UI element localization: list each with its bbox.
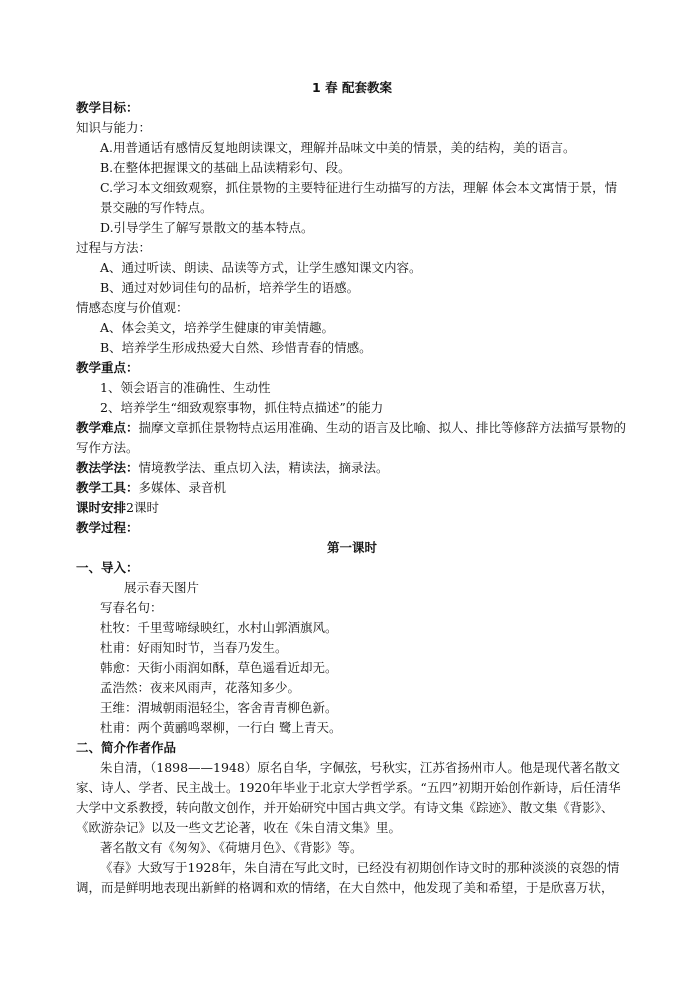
goal2-item: B、通过对妙词佳句的品析，培养学生的语感。 [100,280,360,295]
method-section [76,458,628,478]
spring-paragraph: 《春》大致写于1928年，朱自清在写此文时，已经没有初期创作诗文时的那种淡淡的哀怨的情调，而是鲜明地表现出新鲜的格调和欢的情绪，在大自然中，他发现了美和希望，于是欣喜万状， [76,860,620,895]
works-paragraph: 著名散文有《匆匆》、《荷塘月色》、《背影》等。 [100,840,363,855]
difficult-section [76,418,628,458]
goal1-item: D.引导学生了解写景散文的基本特点。 [100,220,314,235]
doc-title: 1 春 配套教案 [312,80,392,95]
heading-schedule: 课时安排 [76,500,127,515]
schedule-text: 2课时 [126,500,159,515]
poem-line: 孟浩然：夜来风雨声，花落知多少。 [100,680,301,695]
heading-goals: 教学目标： [76,100,139,115]
difficult-text: 揣摩文章抓住景物特点运用准确、生动的语言及比喻、拟人、排比等修辞方法描写景物的写作方法。 [76,420,627,455]
section2-title: 二、简介作者作品 [76,740,177,755]
goal2-label: 过程与方法： [76,240,152,255]
goal3-item: B、培养学生形成热爱大自然、珍惜青春的情感。 [100,340,372,355]
goal1-item: A.用普通话有感情反复地朗读课文，理解并品味文中美的情景，美的结构，美的语言。 [100,140,576,155]
poem-line: 杜甫：两个黄鹂鸣翠柳，一行白 鹭上青天。 [100,720,342,735]
lesson-title: 第一课时 [326,540,377,555]
goal1-label: 知识与能力： [76,120,152,135]
heading-key: 教学重点： [76,360,139,375]
poem-line: 王维：渭城朝雨浥轻尘，客舍青青柳色新。 [100,700,338,715]
poem-line: 杜甫：好雨知时节，当春乃发生。 [100,640,288,655]
goal3-label: 情感态度与价值观： [76,300,189,315]
goal3-item: A、体会美文，培养学生健康的审美情趣。 [100,320,335,335]
heading-method: 教法学法： [76,460,139,475]
key-item: 1、领会语言的准确性、生动性 [100,380,271,395]
method-text: 情境教学法、重点切入法，精读法，摘录法。 [138,460,389,475]
heading-tools: 教学工具： [76,480,139,495]
goal2-item: A、通过听读、朗读、品读等方式，让学生感知课文内容。 [100,260,422,275]
poems-label: 写春名句： [100,600,163,615]
document-page [76,78,628,898]
author-paragraph: 朱自清，（1898——1948）原名自华，字佩弦，号秋实，江苏省扬州市人。他是现代著名散文家、诗人、学者、民主战士。1920年毕业于北京大学哲学系。“五四”初期开始创作新诗，后任清华大学中文系教授，转向散文创作，并开始研究中国古典文学。有诗文集《踪迹》、散文集《背影》、《欧游杂记》以及一些文艺论著，收在《朱自清文集》里。 [76,760,621,835]
tools-section [76,478,628,498]
poem-line: 韩愈：天街小雨润如酥，草色遥看近却无。 [100,660,338,675]
key-item: 2、培养学生“细致观察事物，抓住特点描述”的能力 [100,400,384,415]
section1-show: 展示春天图片 [124,580,200,595]
poem-line: 杜牧：千里莺啼绿映红，水村山郭酒旗风。 [100,620,338,635]
heading-process: 教学过程： [76,520,139,535]
goal1-item: C.学习本文细致观察，抓住景物的主要特征进行生动描写的方法，理解 体会本文寓情于景，情景交融的写作特点。 [100,180,618,215]
schedule-section [76,498,628,518]
tools-text: 多媒体、录音机 [138,480,227,495]
heading-difficult: 教学难点： [76,420,139,435]
section1-title: 一、导入： [76,560,139,575]
goal1-item: B.在整体把握课文的基础上品读精彩句、段。 [100,160,351,175]
